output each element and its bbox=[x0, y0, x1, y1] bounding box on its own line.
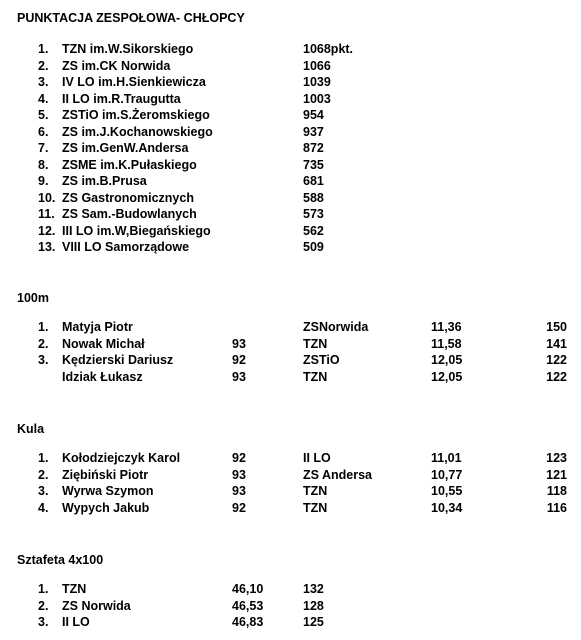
team-row bbox=[0, 157, 581, 173]
team-name: TZN bbox=[62, 582, 87, 596]
school-name: ZS im.J.Kochanowskiego bbox=[62, 124, 213, 139]
club-name: ZS Andersa bbox=[303, 467, 373, 482]
relay-time: 46,83 bbox=[232, 615, 264, 629]
rank-number: 13. bbox=[38, 240, 56, 254]
athlete-name: Matyja Piotr bbox=[62, 320, 133, 334]
rank-number: 11. bbox=[38, 207, 55, 221]
place-number: 3. bbox=[38, 615, 49, 629]
team-points: 681 bbox=[303, 174, 324, 188]
team-row bbox=[0, 173, 581, 189]
club-name: ZSTiO bbox=[303, 353, 340, 367]
rank-number: 2. bbox=[38, 58, 49, 73]
birth-year: 93 bbox=[232, 467, 246, 482]
club-name: TZN bbox=[303, 500, 328, 515]
team-row bbox=[0, 140, 581, 156]
result-row bbox=[0, 467, 581, 483]
birth-year: 92 bbox=[232, 353, 246, 367]
shot-heading: Kula bbox=[17, 422, 45, 436]
event-result: 12,05 bbox=[431, 369, 463, 384]
relay-points: 128 bbox=[303, 598, 324, 613]
place-number: 1. bbox=[38, 320, 49, 334]
result-row bbox=[0, 500, 581, 516]
athlete-name: Wyrwa Szymon bbox=[62, 484, 154, 498]
school-name: ZSME im.K.Pułaskiego bbox=[62, 157, 197, 172]
sprint-heading: 100m bbox=[17, 291, 49, 305]
event-result: 12,05 bbox=[431, 353, 463, 367]
team-points: 954 bbox=[303, 108, 324, 122]
place-number: 3. bbox=[38, 484, 49, 498]
school-name: ZS Sam.-Budowlanych bbox=[62, 207, 197, 221]
relay-time: 46,53 bbox=[232, 598, 264, 613]
birth-year: 93 bbox=[232, 484, 246, 498]
school-name: IV LO im.H.Sienkiewicza bbox=[62, 75, 206, 89]
team-row bbox=[0, 124, 581, 140]
place-number: 4. bbox=[38, 500, 49, 515]
rank-number: 1. bbox=[38, 42, 49, 56]
relay-heading: Sztafeta 4x100 bbox=[17, 553, 104, 567]
school-name: TZN im.W.Sikorskiego bbox=[62, 42, 194, 56]
team-points: 588 bbox=[303, 190, 324, 205]
relay-time: 46,10 bbox=[232, 582, 264, 596]
birth-year: 93 bbox=[232, 369, 246, 384]
result-row bbox=[0, 369, 581, 385]
event-score: 122 bbox=[546, 353, 567, 367]
team-row bbox=[0, 91, 581, 107]
school-name: VIII LO Samorządowe bbox=[62, 240, 190, 254]
place-number: 1. bbox=[38, 451, 49, 465]
relay-points: 125 bbox=[303, 615, 324, 629]
team-row bbox=[0, 107, 581, 123]
team-points: 937 bbox=[303, 124, 324, 139]
result-row bbox=[0, 483, 581, 499]
athlete-name: Kołodziejczyk Karol bbox=[62, 451, 181, 465]
event-score: 122 bbox=[546, 369, 567, 384]
event-score: 118 bbox=[546, 484, 567, 498]
birth-year: 92 bbox=[232, 500, 246, 515]
team-name: ZS Norwida bbox=[62, 598, 131, 613]
athlete-name: Wypych Jakub bbox=[62, 500, 150, 515]
team-points: 509 bbox=[303, 240, 324, 254]
rank-number: 7. bbox=[38, 141, 49, 155]
rank-number: 9. bbox=[38, 174, 49, 188]
club-name: TZN bbox=[303, 484, 328, 498]
result-row bbox=[0, 319, 581, 335]
athlete-name: Idziak Łukasz bbox=[62, 369, 143, 384]
birth-year: 92 bbox=[232, 451, 246, 465]
club-name: ZSNorwida bbox=[303, 320, 369, 334]
team-row bbox=[0, 74, 581, 90]
relay-row bbox=[0, 598, 581, 614]
place-number: 2. bbox=[38, 598, 49, 613]
event-result: 10,34 bbox=[431, 500, 463, 515]
team-row bbox=[0, 239, 581, 255]
team-row bbox=[0, 206, 581, 222]
birth-year: 93 bbox=[232, 336, 246, 351]
team-row bbox=[0, 58, 581, 74]
team-row bbox=[0, 41, 581, 57]
result-row bbox=[0, 450, 581, 466]
team-points: 735 bbox=[303, 157, 324, 172]
rank-number: 5. bbox=[38, 108, 49, 122]
event-result: 11,36 bbox=[431, 320, 462, 334]
athlete-name: Ziębiński Piotr bbox=[62, 467, 149, 482]
event-score: 121 bbox=[546, 467, 567, 482]
event-result: 10,77 bbox=[431, 467, 463, 482]
school-name: ZS im.B.Prusa bbox=[62, 174, 147, 188]
rank-number: 3. bbox=[38, 75, 49, 89]
event-result: 10,55 bbox=[431, 484, 463, 498]
school-name: ZS im.CK Norwida bbox=[62, 58, 171, 73]
school-name: ZSTiO im.S.Żeromskiego bbox=[62, 108, 210, 122]
athlete-name: Nowak Michał bbox=[62, 336, 145, 351]
event-score: 141 bbox=[546, 336, 567, 351]
event-score: 150 bbox=[546, 320, 567, 334]
school-name: ZS Gastronomicznych bbox=[62, 190, 194, 205]
club-name: II LO bbox=[303, 451, 331, 465]
athlete-name: Kędzierski Dariusz bbox=[62, 353, 174, 367]
team-points: 1068pkt. bbox=[303, 42, 354, 56]
page-title: PUNKTACJA ZESPOŁOWA- CHŁOPCY bbox=[17, 11, 245, 25]
result-row bbox=[0, 336, 581, 352]
school-name: II LO im.R.Traugutta bbox=[62, 91, 181, 106]
event-result: 11,01 bbox=[431, 451, 462, 465]
event-result: 11,58 bbox=[431, 336, 462, 351]
rank-number: 10. bbox=[38, 190, 56, 205]
relay-points: 132 bbox=[303, 582, 324, 596]
place-number: 2. bbox=[38, 336, 49, 351]
rank-number: 6. bbox=[38, 124, 49, 139]
rank-number: 8. bbox=[38, 157, 49, 172]
event-score: 116 bbox=[546, 500, 567, 515]
team-name: II LO bbox=[62, 615, 90, 629]
team-points: 573 bbox=[303, 207, 324, 221]
place-number: 2. bbox=[38, 467, 49, 482]
event-score: 123 bbox=[546, 451, 567, 465]
team-row bbox=[0, 190, 581, 206]
place-number: 1. bbox=[38, 582, 49, 596]
team-points: 1003 bbox=[303, 91, 331, 106]
team-row bbox=[0, 223, 581, 239]
club-name: TZN bbox=[303, 369, 328, 384]
club-name: TZN bbox=[303, 336, 328, 351]
result-row bbox=[0, 352, 581, 368]
school-name: III LO im.W,Biegańskiego bbox=[62, 223, 211, 238]
place-number: 3. bbox=[38, 353, 49, 367]
rank-number: 12. bbox=[38, 223, 56, 238]
relay-row bbox=[0, 614, 581, 630]
team-points: 1039 bbox=[303, 75, 331, 89]
relay-row bbox=[0, 581, 581, 597]
team-points: 1066 bbox=[303, 58, 331, 73]
team-points: 562 bbox=[303, 223, 324, 238]
team-points: 872 bbox=[303, 141, 324, 155]
school-name: ZS im.GenW.Andersa bbox=[62, 141, 189, 155]
rank-number: 4. bbox=[38, 91, 49, 106]
